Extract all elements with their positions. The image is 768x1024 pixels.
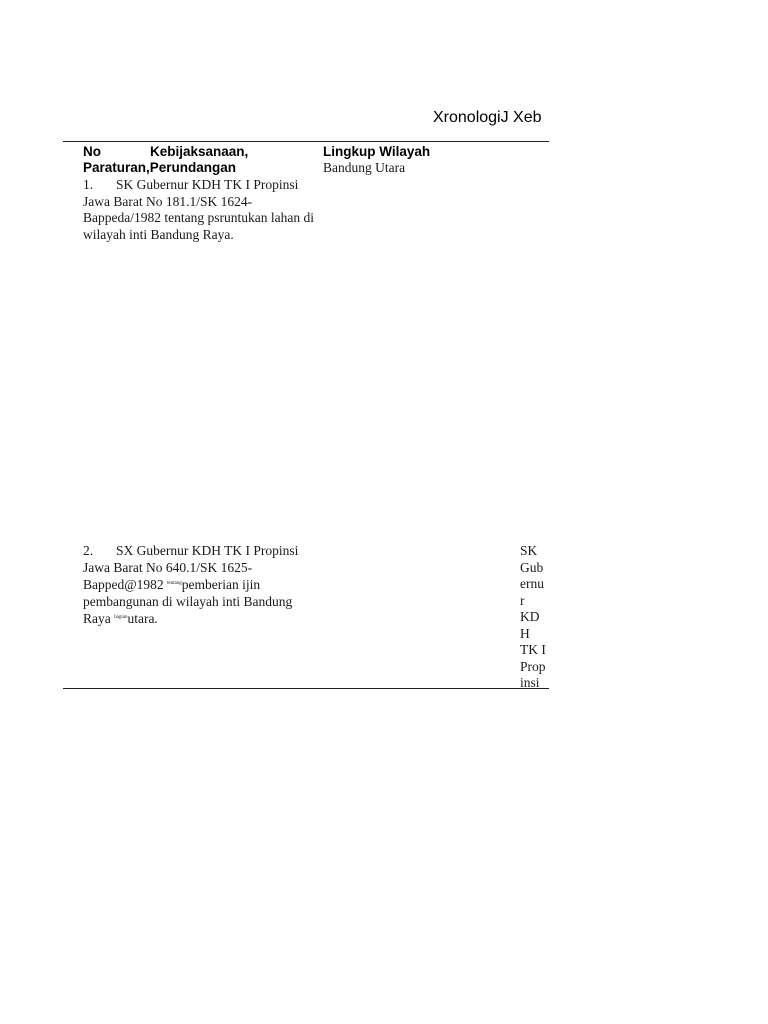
table-row-2-policy: [83, 543, 323, 628]
side-fragment: H: [520, 625, 530, 641]
header-kebijaksanaan: Kebijaksanaan,: [150, 144, 249, 159]
side-fragment: SK: [520, 543, 538, 558]
table-bottom-rule: [63, 688, 549, 689]
side-fragment: TK I: [520, 642, 546, 657]
side-fragment: KD: [520, 609, 540, 624]
header-peraturan-perundangan: Paraturan,Perundangan: [83, 160, 237, 175]
table-top-rule: [63, 141, 549, 142]
row-2-text-a: SX Gubernur KDH TK I Propinsi Jawa Barat No 640.1/SK 1625-Bapped@1982: [83, 543, 299, 592]
row-2-tiny-word-2: bagian: [114, 615, 128, 620]
row-2-tiny-word-1: tentang: [167, 581, 182, 586]
row-2-number: 2.: [83, 543, 94, 558]
table-row-1-policy: [83, 177, 323, 243]
row-2-text-b: pemberian ijin pembangunan di wilayah inti Bandung Raya: [83, 577, 293, 626]
page-title: XronologiJ Xeb: [433, 109, 542, 126]
header-lingkup-wilayah: Lingkup Wilayah: [323, 144, 431, 159]
side-fragment: insi: [520, 675, 540, 690]
side-fragment: Prop: [520, 658, 546, 674]
row-1-scope: Bandung Utara: [323, 160, 406, 175]
row-1-number: 1.: [83, 177, 94, 192]
row-2-text-c: utara.: [127, 611, 158, 626]
side-fragment: Gub: [520, 559, 544, 575]
side-fragment: ernu: [520, 576, 544, 591]
row-2-side-column: [520, 543, 549, 692]
header-no: No: [83, 144, 101, 159]
side-fragment: r: [520, 592, 525, 608]
row-1-text: SK Gubernur KDH TK I Propinsi Jawa Barat No 181.1/SK 1624-Bappeda/1982 tentang psruntukan lahan di wilayah inti Bandung Raya.: [83, 177, 314, 242]
